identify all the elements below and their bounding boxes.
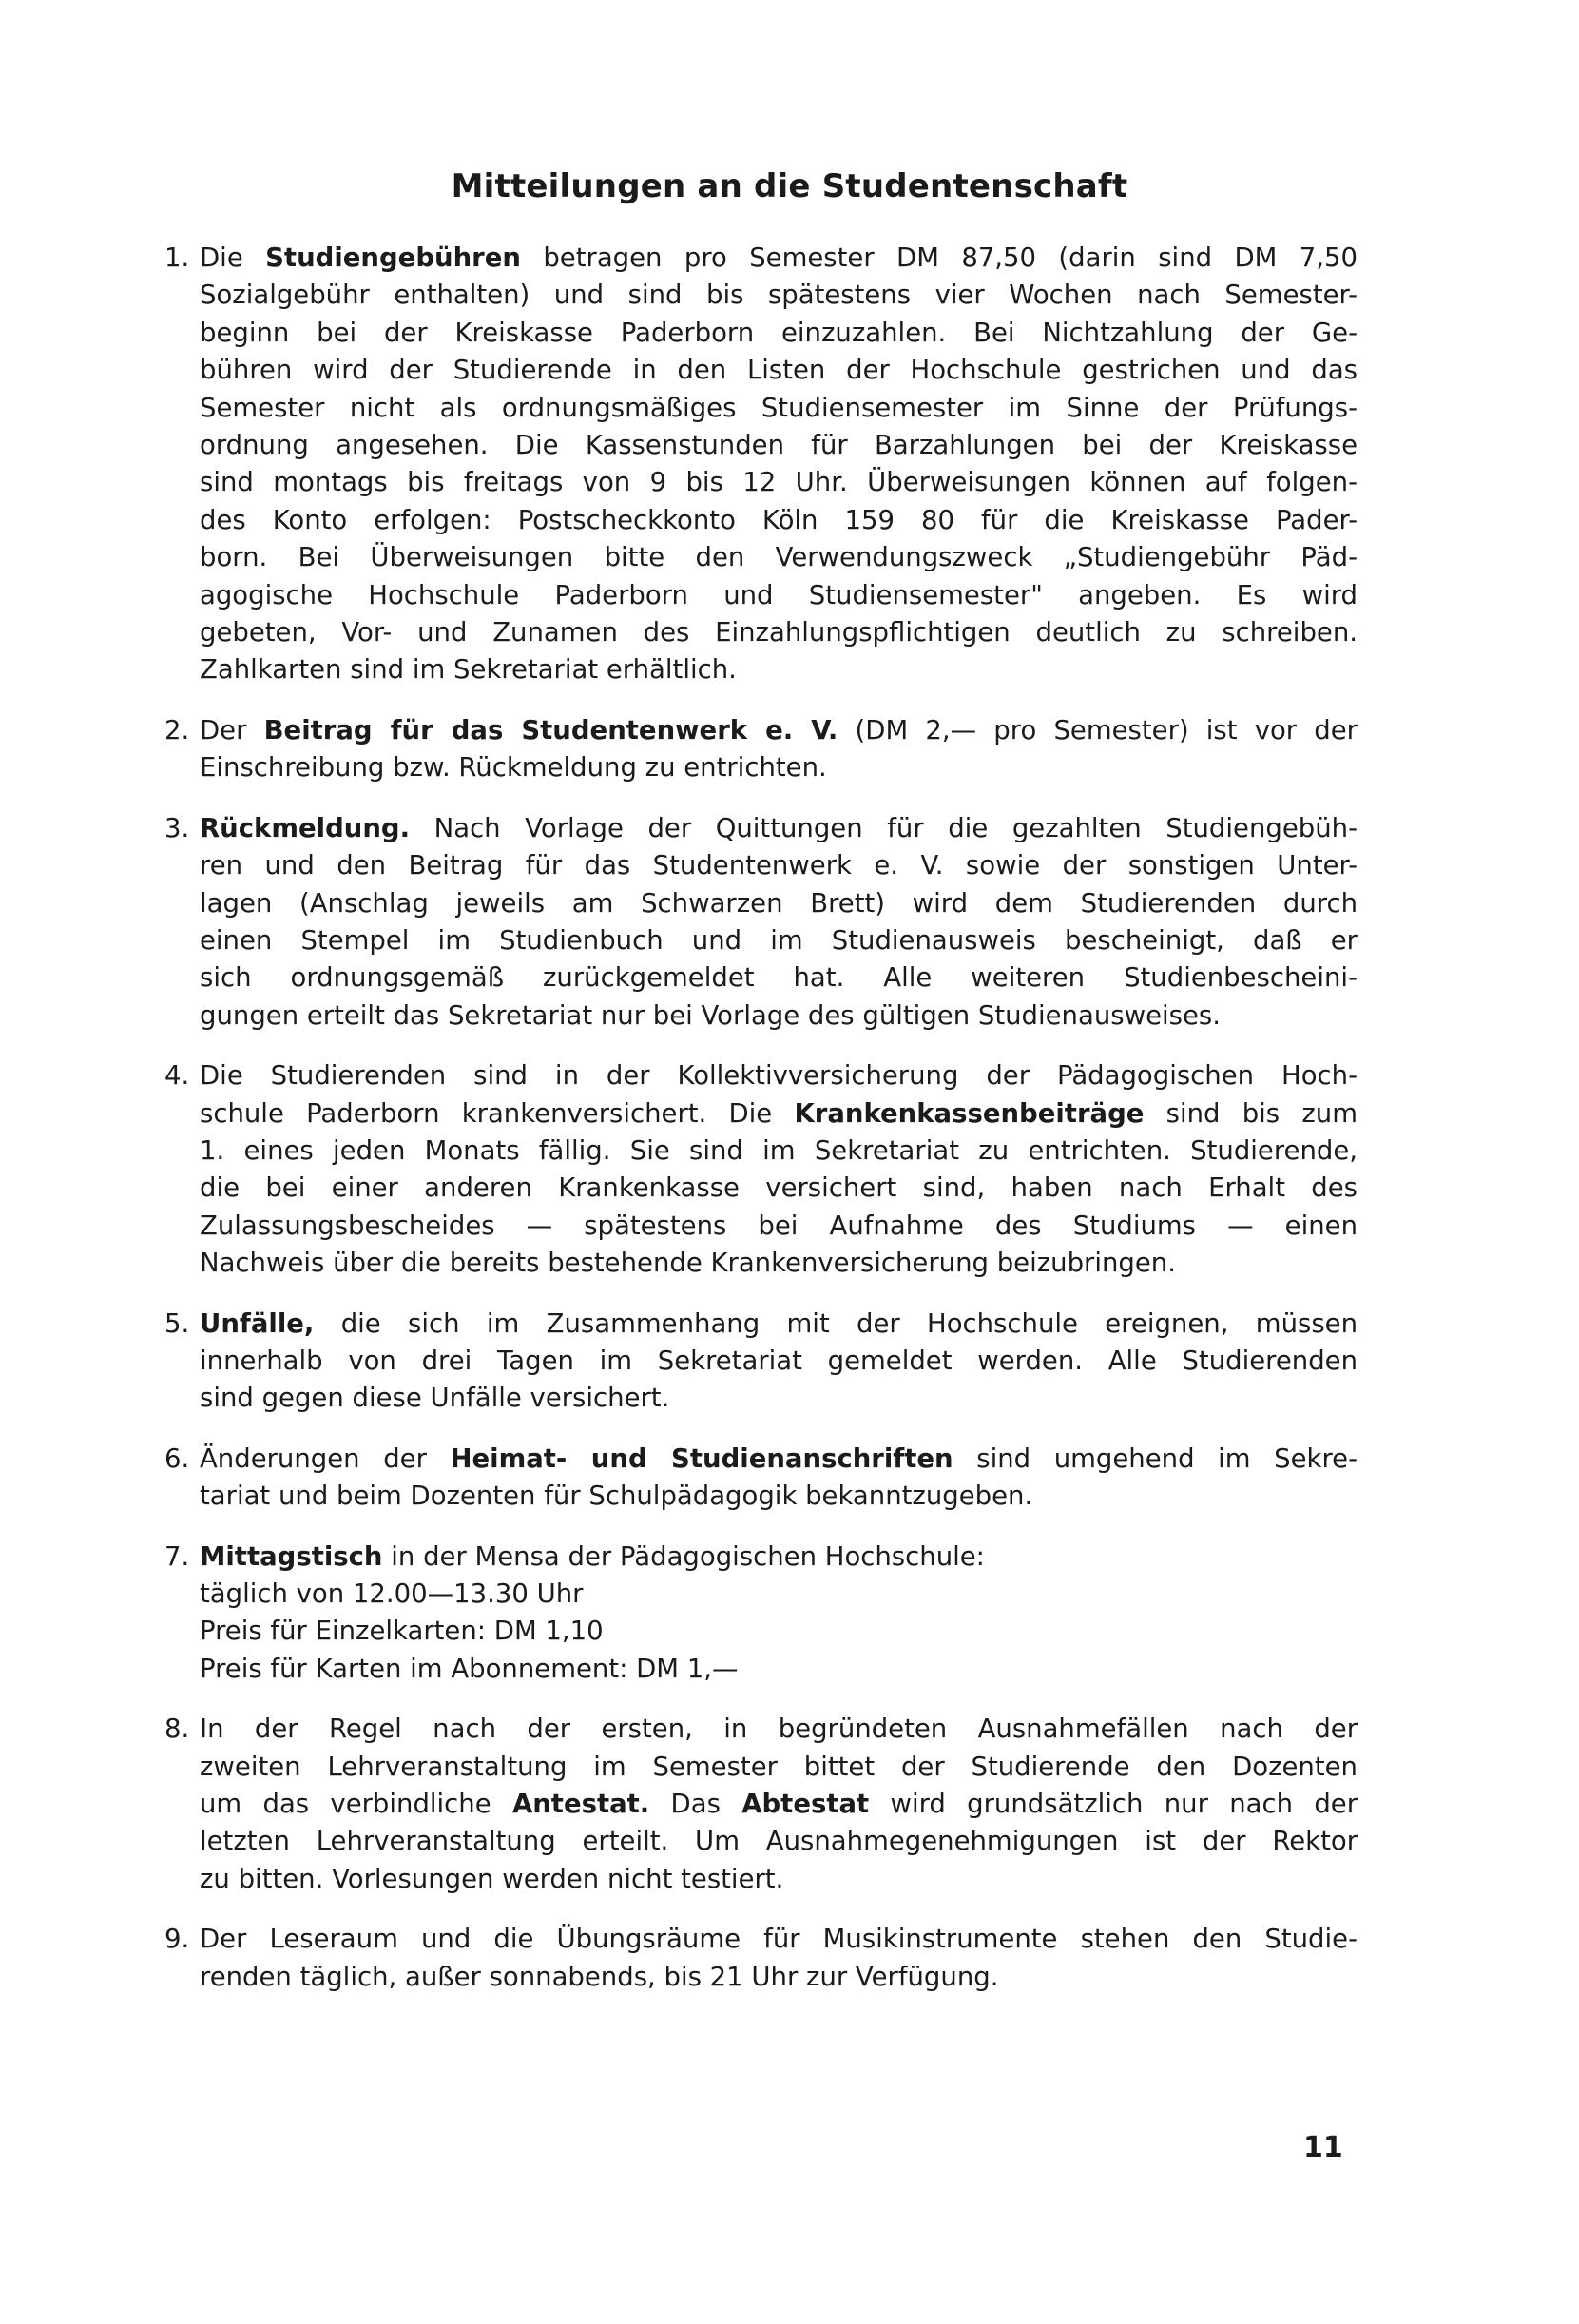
notice-item	[164, 1539, 1358, 1689]
notice-text	[200, 1057, 1358, 1282]
text-run: um das verbindliche	[200, 1789, 512, 1820]
text-line	[200, 1921, 1358, 1958]
text-run: die sich im Zusammenhang mit der Hochschule ereignen, müssen	[314, 1307, 1358, 1339]
text-run: einen Stempel im Studienbuch und im Studienausweis bescheinigt, daß er	[200, 924, 1358, 956]
text-line	[200, 577, 1358, 614]
text-line	[200, 749, 1358, 786]
text-line	[200, 539, 1358, 576]
text-line	[200, 1380, 1358, 1417]
text-run: Nachweis über die bereits bestehende Krankenversicherung beizubringen.	[200, 1248, 1176, 1279]
text-run: renden täglich, außer sonnabends, bis 21 Uhr zur Verfügung.	[200, 1961, 999, 1992]
text-line	[200, 240, 1358, 277]
page-title: Mitteilungen an die Studentenschaft	[451, 167, 1128, 205]
text-run: in der Mensa der Pädagogischen Hochschule:	[382, 1540, 985, 1572]
bold-term: Beitrag für das Studentenwerk e. V.	[263, 714, 838, 746]
text-line	[200, 1539, 1358, 1576]
notice-text	[200, 810, 1358, 1035]
text-line	[200, 1133, 1358, 1170]
text-line	[200, 712, 1358, 749]
text-line	[200, 277, 1358, 314]
notice-item	[164, 1441, 1358, 1516]
text-run: Preis für Einzelkarten: DM 1,10	[200, 1616, 604, 1647]
text-run: sind gegen diese Unfälle versichert.	[200, 1383, 670, 1414]
text-run: sind bis zum	[1144, 1097, 1358, 1129]
bold-term: Antestat.	[511, 1789, 650, 1820]
text-line	[200, 1208, 1358, 1245]
text-run: wird grundsätzlich nur nach der	[869, 1789, 1358, 1820]
notice-text	[200, 1711, 1358, 1898]
notice-number: 2.	[164, 714, 190, 746]
text-run: betragen pro Semester DM 87,50 (darin sind DM 7,50	[520, 242, 1358, 273]
notice-number: 9.	[164, 1924, 190, 1955]
text-line	[200, 614, 1358, 651]
text-run: bühren wird der Studierende in den Listen der Hochschule gestrichen und das	[200, 355, 1358, 386]
bold-term: Studiengebühren	[265, 242, 521, 273]
text-line	[200, 1095, 1358, 1133]
text-line	[200, 390, 1358, 427]
text-run: Sozialgebühr enthalten) und sind bis spätestens vier Wochen nach Semester-	[200, 280, 1358, 311]
notice-item	[164, 1711, 1358, 1898]
text-run: letzten Lehrveranstaltung erteilt. Um Ausnahmegenehmigungen ist der Rektor	[200, 1826, 1358, 1857]
text-line	[200, 1613, 1358, 1650]
bold-term: Abtestat	[741, 1789, 870, 1820]
text-run: born. Bei Überweisungen bitte den Verwendungszweck „Studiengebühr Päd-	[200, 542, 1358, 573]
text-run: innerhalb von drei Tagen im Sekretariat gemeldet werden. Alle Studierenden	[200, 1345, 1358, 1376]
text-line	[200, 1343, 1358, 1380]
text-line	[200, 810, 1358, 847]
text-run: tariat und beim Dozenten für Schulpädagogik bekanntzugeben.	[200, 1481, 1033, 1512]
notice-text	[200, 1921, 1358, 1996]
text-line	[200, 1245, 1358, 1282]
text-run: Nach Vorlage der Quittungen für die gezahlten Studiengebüh-	[410, 812, 1358, 843]
text-line	[200, 1306, 1358, 1343]
text-run: Preis für Karten im Abonnement: DM 1,—	[200, 1653, 739, 1684]
text-run: zweiten Lehrveranstaltung im Semester bittet der Studierende den Dozenten	[200, 1751, 1358, 1782]
notice-text	[200, 1539, 1358, 1689]
notice-item	[164, 1921, 1358, 1996]
notice-number: 6.	[164, 1443, 190, 1474]
notice-number: 1.	[164, 242, 190, 273]
notice-number: 4.	[164, 1060, 190, 1092]
text-run: beginn bei der Kreiskasse Paderborn einzuzahlen. Bei Nichtzahlung der Ge-	[200, 317, 1358, 348]
text-line	[200, 1576, 1358, 1613]
text-run: schule Paderborn krankenversichert. Die	[200, 1097, 795, 1129]
text-run: sich ordnungsgemäß zurückgemeldet hat. Alle weiteren Studienbescheini-	[200, 962, 1358, 994]
text-run: sind umgehend im Sekre-	[953, 1443, 1358, 1474]
text-run: Zulassungsbescheides — spätestens bei Aufnahme des Studiums — einen	[200, 1210, 1358, 1241]
text-line	[200, 1823, 1358, 1860]
text-run: ren und den Beitrag für das Studentenwerk e. V. sowie der sonstigen Unter-	[200, 850, 1358, 881]
text-run: die bei einer anderen Krankenkasse versichert sind, haben nach Erhalt des	[200, 1172, 1358, 1204]
text-run: 1. eines jeden Monats fällig. Sie sind im Sekretariat zu entrichten. Studierende,	[200, 1134, 1358, 1166]
text-run: Die Studierenden sind in der Kollektivversicherung der Pädagogischen Hoch-	[200, 1060, 1358, 1092]
text-line	[200, 464, 1358, 501]
text-line	[200, 1749, 1358, 1786]
notice-text	[200, 1306, 1358, 1418]
text-run: Der	[200, 714, 264, 746]
text-run: sind montags bis freitags von 9 bis 12 Uhr. Überweisungen können auf folgen-	[200, 467, 1358, 498]
text-line	[200, 352, 1358, 389]
text-line	[200, 1711, 1358, 1748]
notice-number: 5.	[164, 1307, 190, 1339]
bold-term: Heimat- und Studienanschriften	[450, 1443, 953, 1474]
text-line	[200, 1057, 1358, 1094]
text-line	[200, 1441, 1358, 1478]
bold-term: Krankenkassenbeiträge	[794, 1097, 1145, 1129]
text-run: Änderungen der	[200, 1443, 451, 1474]
bold-term: Mittagstisch	[200, 1540, 383, 1572]
page-number: 11	[1303, 2131, 1343, 2164]
text-line	[200, 651, 1358, 688]
text-run: Der Leseraum und die Übungsräume für Musikinstrumente stehen den Studie-	[200, 1924, 1358, 1955]
text-run: täglich von 12.00—13.30 Uhr	[200, 1578, 584, 1609]
text-line	[200, 885, 1358, 922]
text-run: gungen erteilt das Sekretariat nur bei Vorlage des gültigen Studienausweises.	[200, 999, 1221, 1031]
text-line	[200, 502, 1358, 539]
notice-item	[164, 1306, 1358, 1418]
notice-text	[200, 240, 1358, 689]
text-line	[200, 1861, 1358, 1898]
text-line	[200, 1786, 1358, 1823]
notice-text	[200, 712, 1358, 787]
text-line	[200, 1170, 1358, 1207]
text-line	[200, 315, 1358, 352]
notice-item	[164, 240, 1358, 689]
text-run: zu bitten. Vorlesungen werden nicht testiert.	[200, 1863, 784, 1894]
notice-item	[164, 712, 1358, 787]
text-run: ordnung angesehen. Die Kassenstunden für Barzahlungen bei der Kreiskasse	[200, 430, 1358, 461]
text-run: Zahlkarten sind im Sekretariat erhältlich.	[200, 654, 737, 686]
notice-number: 8.	[164, 1714, 190, 1745]
text-run: In der Regel nach der ersten, in begründeten Ausnahmefällen nach der	[200, 1714, 1358, 1745]
text-run: agogische Hochschule Paderborn und Studiensemester" angeben. Es wird	[200, 579, 1358, 610]
bold-term: Rückmeldung.	[200, 812, 411, 843]
text-line	[200, 1478, 1358, 1515]
text-run: Einschreibung bzw. Rückmeldung zu entrichten.	[200, 752, 827, 784]
bold-term: Unfälle,	[200, 1307, 315, 1339]
text-run: Semester nicht als ordnungsmäßiges Studiensemester im Sinne der Prüfungs-	[200, 392, 1358, 423]
text-line	[200, 1959, 1358, 1996]
notice-text	[200, 1441, 1358, 1516]
text-run: gebeten, Vor- und Zunamen des Einzahlungspflichtigen deutlich zu schreiben.	[200, 617, 1358, 649]
notice-item	[164, 1057, 1358, 1282]
notice-item	[164, 810, 1358, 1035]
text-line	[200, 959, 1358, 997]
text-run: lagen (Anschlag jeweils am Schwarzen Brett) wird dem Studierenden durch	[200, 887, 1358, 919]
text-run: Das	[649, 1789, 742, 1820]
text-run: des Konto erfolgen: Postscheckkonto Köln 159 80 für die Kreiskasse Pader-	[200, 504, 1358, 535]
notice-number: 7.	[164, 1540, 190, 1572]
text-line	[200, 1651, 1358, 1688]
notice-number: 3.	[164, 812, 190, 843]
text-line	[200, 847, 1358, 884]
text-run: Die	[200, 242, 266, 273]
text-run: (DM 2,— pro Semester) ist vor der	[838, 714, 1358, 746]
text-line	[200, 922, 1358, 959]
text-line	[200, 427, 1358, 464]
text-line	[200, 997, 1358, 1035]
notice-list	[164, 240, 1358, 2019]
